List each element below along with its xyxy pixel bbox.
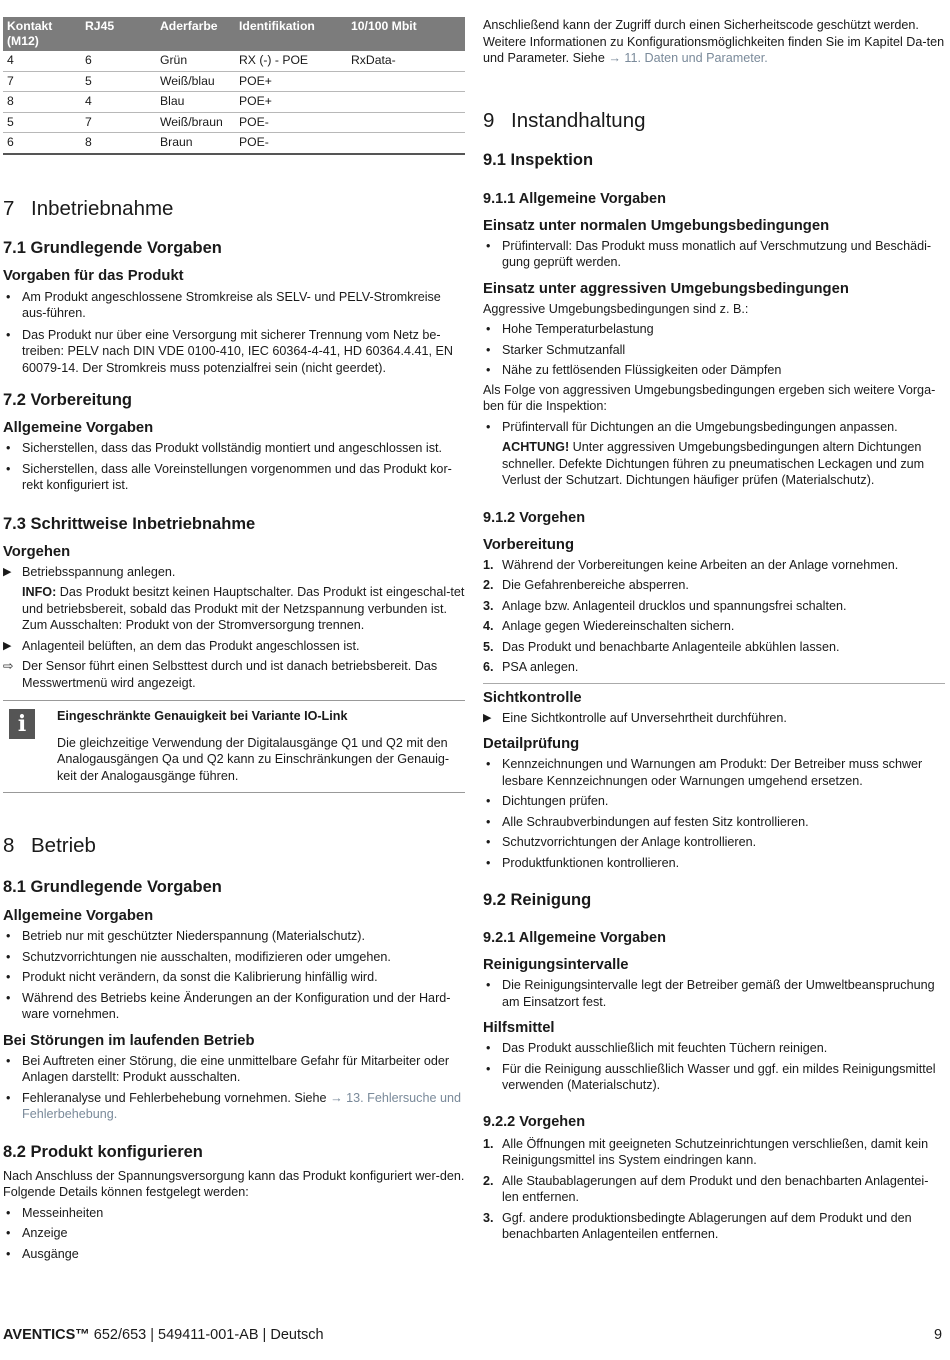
- action-step-text: Anlagenteil belüften, an dem das Produkt angeschlossen ist.: [22, 638, 360, 653]
- page-number: 9: [934, 1327, 943, 1343]
- table-cell: [347, 71, 465, 92]
- section-9-1-heading: 9.1 Inspektion: [483, 150, 594, 169]
- result-text: Der Sensor führt einen Selbsttest durch und ist danach betriebsbereit. Das Messwertmenü wird angezeigt.: [22, 659, 438, 690]
- table-cell: 4: [3, 51, 81, 71]
- action-step-text: Betriebsspannung anlegen.: [22, 564, 176, 579]
- bullet-item: • Sicherstellen, dass alle Voreinstellungen vorgenommen und das Produkt kor-rekt konfiguriert ist.: [3, 461, 465, 494]
- section-7-1-heading: 7.1 Grundlegende Vorgaben: [3, 238, 222, 257]
- chapter-7-heading: [3, 197, 465, 221]
- info-label: INFO:: [22, 585, 57, 599]
- subsection-heading: 9.1.1 Allgemeine Vorgaben: [483, 190, 666, 207]
- link-period: .: [113, 1107, 118, 1121]
- warning-label: ACHTUNG!: [502, 440, 570, 454]
- section-8-1-heading: 8.1 Grundlegende Vorgaben: [3, 878, 222, 896]
- paragraph: Als Folge von aggressiven Umgebungsbedingungen ergeben sich weitere Vorga-ben für die Inspektion:: [483, 382, 936, 413]
- step-number: 2.: [483, 1173, 494, 1188]
- table-cell: [347, 133, 465, 154]
- result-arrow-icon: ⇨: [3, 659, 14, 673]
- step-text: Anlage gegen Wiedereinschalten sichern.: [502, 619, 735, 633]
- paragraph-text: Anschließend kann der Zugriff durch einen Sicherheitscode geschützt werden. Weitere Informationen zu Konfigurationsmöglichkeiten finden Sie im Kapitel Da-ten und Parameter. Siehe: [483, 18, 945, 65]
- table-cell: Braun: [156, 133, 235, 154]
- bullet-item: • Während des Betriebs keine Änderungen an der Konfiguration und der Hard-ware vornehmen.: [3, 990, 465, 1023]
- step-text: Alle Staubablagerungen auf dem Produkt und den benachbarten Anlagentei-len entfernen.: [502, 1173, 929, 1204]
- table-header-row: [3, 17, 465, 51]
- bullet-item: • Das Produkt ausschließlich mit feuchten Tüchern reinigen.: [483, 1040, 945, 1057]
- bullet-item: • Ausgänge: [3, 1246, 465, 1263]
- warning-note: [483, 439, 945, 489]
- bullet-item: • Nähe zu fettlösenden Flüssigkeiten oder Dämpfen: [483, 362, 945, 379]
- bullet-item: • Kennzeichnungen und Warnungen am Produkt: Der Betreiber muss schwer lesbare Kennzeichnungen oder Warnungen umgehend ersetzen.: [483, 756, 945, 789]
- subheading: Vorbereitung: [483, 536, 574, 553]
- chapter-number: 8: [3, 834, 15, 857]
- action-arrow-icon: ▶: [3, 639, 12, 652]
- subheading: Einsatz unter aggressiven Umgebungsbedingungen: [483, 280, 849, 297]
- info-text: Das Produkt besitzt keinen Hauptschalter. Das Produkt ist eingeschal-tet und betriebsbereit, sobald das Produkt mit der Netzspannung verbunden ist. Zum Ausschalten: Produkt von der Stromversorgung trennen.: [22, 585, 465, 632]
- numbered-step: [483, 577, 945, 594]
- chapter-number: 9: [483, 108, 495, 132]
- table-cell: Grün: [156, 51, 235, 71]
- table-header: Aderfarbe: [156, 17, 235, 51]
- subheading: Einsatz unter normalen Umgebungsbedingungen: [483, 217, 830, 234]
- table-row: [3, 71, 465, 92]
- chapter-number: 7: [3, 196, 15, 220]
- action-step: [483, 710, 945, 727]
- subsection-heading: 9.2.1 Allgemeine Vorgaben: [483, 930, 666, 946]
- table-header: RJ45: [81, 17, 156, 51]
- section-7-3-heading: 7.3 Schrittweise Inbetriebnahme: [3, 514, 256, 533]
- table-cell: Weiß/braun: [156, 112, 235, 133]
- table-cell: 5: [81, 71, 156, 92]
- table-cell: POE+: [235, 92, 347, 113]
- step-text: Alle Öffnungen mit geeigneten Schutzeinrichtungen verschließen, damit kein Reinigungsmittel ins System eindringen kann.: [502, 1136, 929, 1167]
- subheading: Sichtkontrolle: [483, 689, 582, 706]
- numbered-step: [483, 1173, 945, 1206]
- bullet-item: • Prüfintervall für Dichtungen an die Umgebungsbedingungen anpassen.: [483, 419, 945, 436]
- step-text: Das Produkt und benachbarte Anlagenteile abkühlen lassen.: [502, 639, 840, 654]
- bullet-item: • Sicherstellen, dass das Produkt vollständig montiert und angeschlossen ist.: [3, 440, 465, 457]
- bullet-item: • Messeinheiten: [3, 1205, 465, 1222]
- table-cell: RX (-) - POE: [235, 51, 347, 71]
- link-arrow-icon: →: [330, 1090, 347, 1105]
- action-step: [3, 638, 465, 655]
- bullet-item: • Betrieb nur mit geschützter Niederspannung (Materialschutz).: [3, 928, 465, 945]
- step-number: 4.: [483, 619, 494, 633]
- table-cell: 8: [81, 133, 156, 154]
- right-column: [483, 0, 945, 1243]
- pin-assignment-table: [3, 17, 465, 155]
- subheading: Bei Störungen im laufenden Betrieb: [3, 1032, 255, 1049]
- bullet-item: • Für die Reinigung ausschließlich Wasser und ggf. ein mildes Reinigungsmittel verwenden (Materialschutz).: [483, 1061, 945, 1094]
- section-7-2-heading: 7.2 Vorbereitung: [3, 391, 132, 409]
- footer-left: [3, 1327, 324, 1344]
- subheading: Vorgehen: [3, 543, 71, 560]
- step-number: 1.: [483, 557, 494, 572]
- cross-reference-link[interactable]: 13. Fehlersuche und Fehlerbehebung: [22, 1090, 461, 1121]
- step-number: 3.: [483, 1210, 494, 1225]
- cross-reference-link[interactable]: 11. Daten und Parameter: [624, 51, 765, 65]
- bullet-item: • Anzeige: [3, 1225, 465, 1242]
- step-text: Anlage bzw. Anlagenteil drucklos und spannungsfrei schalten.: [502, 598, 847, 613]
- table-cell: POE-: [235, 112, 347, 133]
- table-row: [3, 92, 465, 113]
- paragraph: [483, 17, 945, 67]
- bullet-item: • Schutzvorrichtungen nie ausschalten, modifizieren oder umgehen.: [3, 949, 465, 966]
- table-header: Kontakt (M12): [3, 17, 81, 51]
- step-text: Während der Vorbereitungen keine Arbeiten an der Anlage vornehmen.: [502, 557, 899, 572]
- notice-title: Eingeschränkte Genauigkeit bei Variante IO-Link: [57, 709, 348, 723]
- action-arrow-icon: ▶: [3, 565, 12, 578]
- left-column: [3, 0, 465, 1262]
- table-cell: RxData-: [347, 51, 465, 71]
- action-step: [3, 564, 465, 581]
- step-text: Die Gefahrenbereiche absperren.: [502, 578, 689, 592]
- table-cell: Blau: [156, 92, 235, 113]
- bullet-item: • Starker Schmutzanfall: [483, 342, 945, 359]
- warning-text: Unter aggressiven Umgebungsbedingungen altern Dichtungen schneller. Defekte Dichtungen führen zu pneumatischen Leckagen und zum Verlust der Schutzart. Dichtungen häufiger prüfen (Materialschutz).: [502, 440, 925, 487]
- brand-name: AVENTICS™: [3, 1327, 90, 1343]
- table-header: Identifikation: [235, 17, 347, 51]
- table-cell: [347, 112, 465, 133]
- notice-text: Die gleichzeitige Verwendung der Digitalausgänge Q1 und Q2 mit den Analogausgängen Qa und Q2 kann zu Einschränkungen der Genauig-keit der Analogausgänge führen.: [57, 735, 450, 783]
- numbered-step: [483, 598, 945, 615]
- bullet-item: • Produkt nicht verändern, da sonst die Kalibrierung hinfällig wird.: [3, 969, 465, 986]
- step-number: 1.: [483, 1136, 494, 1151]
- subheading: Allgemeine Vorgaben: [3, 908, 154, 924]
- info-note: [3, 584, 465, 634]
- numbered-step: [483, 1136, 945, 1169]
- bullet-item: • Bei Auftreten einer Störung, die eine unmittelbare Gefahr für Mitarbeiter oder Anlagen darstellt: Produkt ausschalten.: [3, 1053, 465, 1086]
- link-period: .: [764, 51, 768, 65]
- step-number: 5.: [483, 639, 494, 654]
- table-header: 10/100 Mbit: [347, 17, 465, 51]
- chapter-title: Instandhaltung: [511, 108, 646, 132]
- result-item: [3, 658, 465, 691]
- numbered-step: [483, 659, 945, 676]
- bullet-item: • Das Produkt nur über eine Versorgung mit sicherer Trennung vom Netz be-treiben: PELV nach DIN VDE 0100-410, IEC 60364-4-41, HD 60364.4.41, EN 60079-14. Der Stromkreis muss potenzialfrei sein (nicht geerdet).: [3, 327, 465, 377]
- bullet-item: • Am Produkt angeschlossene Stromkreise als SELV- und PELV-Stromkreise aus-führen.: [3, 289, 465, 322]
- notice-box: [3, 700, 465, 793]
- bullet-item: [3, 1090, 465, 1123]
- table-cell: 7: [81, 112, 156, 133]
- numbered-step: [483, 1210, 945, 1243]
- section-8-2-heading: 8.2 Produkt konfigurieren: [3, 1142, 203, 1161]
- bullet-item: • Alle Schraubverbindungen auf festen Sitz kontrollieren.: [483, 814, 945, 831]
- divider: [483, 683, 945, 684]
- step-text: PSA anlegen.: [502, 660, 579, 674]
- table-cell: 7: [3, 71, 81, 92]
- table-cell: 4: [81, 92, 156, 113]
- subheading: Reinigungsintervalle: [483, 957, 629, 973]
- bullet-item: • Dichtungen prüfen.: [483, 793, 945, 810]
- paragraph: Nach Anschluss der Spannungsversorgung kann das Produkt konfiguriert wer-den. Folgende Details können festgelegt werden:: [3, 1168, 465, 1199]
- table-cell: 6: [81, 51, 156, 71]
- table-cell: POE+: [235, 71, 347, 92]
- chapter-9-heading: [483, 109, 945, 133]
- step-number: 6.: [483, 660, 494, 674]
- table-cell: 8: [3, 92, 81, 113]
- step-text: Ggf. andere produktionsbedingte Ablagerungen auf dem Produkt und den benachbarten Anlagenteilen entfernen.: [502, 1210, 912, 1241]
- numbered-step: [483, 618, 945, 635]
- chapter-title: Betrieb: [31, 834, 96, 857]
- bullet-item: • Schutzvorrichtungen der Anlage kontrollieren.: [483, 834, 945, 851]
- bullet-item: • Hohe Temperaturbelastung: [483, 321, 945, 338]
- chapter-title: Inbetriebnahme: [31, 196, 174, 220]
- bullet-item: • Die Reinigungsintervalle legt der Betreiber gemäß der Umweltbeanspruchung am Einsatzort fest.: [483, 977, 945, 1010]
- subheading: Detailprüfung: [483, 736, 580, 752]
- subsection-heading: 9.1.2 Vorgehen: [483, 509, 586, 526]
- bullet-item: • Produktfunktionen kontrollieren.: [483, 855, 945, 872]
- bullet-item: • Prüfintervall: Das Produkt muss monatlich auf Verschmutzung und Beschädi-gung geprüft werden.: [483, 238, 945, 271]
- table-cell: [347, 92, 465, 113]
- numbered-step: [483, 639, 945, 656]
- subheading: Vorgaben für das Produkt: [3, 267, 184, 284]
- table-cell: 5: [3, 112, 81, 133]
- step-number: 2.: [483, 578, 494, 592]
- subheading: Hilfsmittel: [483, 1020, 555, 1036]
- paragraph: Aggressive Umgebungsbedingungen sind z. B.:: [483, 301, 749, 316]
- table-row: [3, 133, 465, 154]
- subsection-heading: 9.2.2 Vorgehen: [483, 1113, 586, 1130]
- subheading: Allgemeine Vorgaben: [3, 420, 154, 436]
- action-step-text: Eine Sichtkontrolle auf Unversehrtheit durchführen.: [502, 710, 787, 725]
- info-icon: i: [9, 709, 35, 739]
- chapter-8-heading: [3, 834, 465, 858]
- section-9-2-heading: 9.2 Reinigung: [483, 891, 592, 909]
- table-cell: Weiß/blau: [156, 71, 235, 92]
- action-arrow-icon: ▶: [483, 711, 492, 724]
- table-row: [3, 112, 465, 133]
- step-number: 3.: [483, 598, 494, 613]
- numbered-step: [483, 557, 945, 574]
- link-arrow-icon: →: [608, 51, 625, 65]
- table-cell: 6: [3, 133, 81, 154]
- bullet-text: Fehleranalyse und Fehlerbehebung vornehmen. Siehe: [22, 1090, 331, 1105]
- document-info: 652/653 | 549411-001-AB | Deutsch: [89, 1327, 324, 1343]
- table-row: [3, 51, 465, 71]
- table-cell: POE-: [235, 133, 347, 154]
